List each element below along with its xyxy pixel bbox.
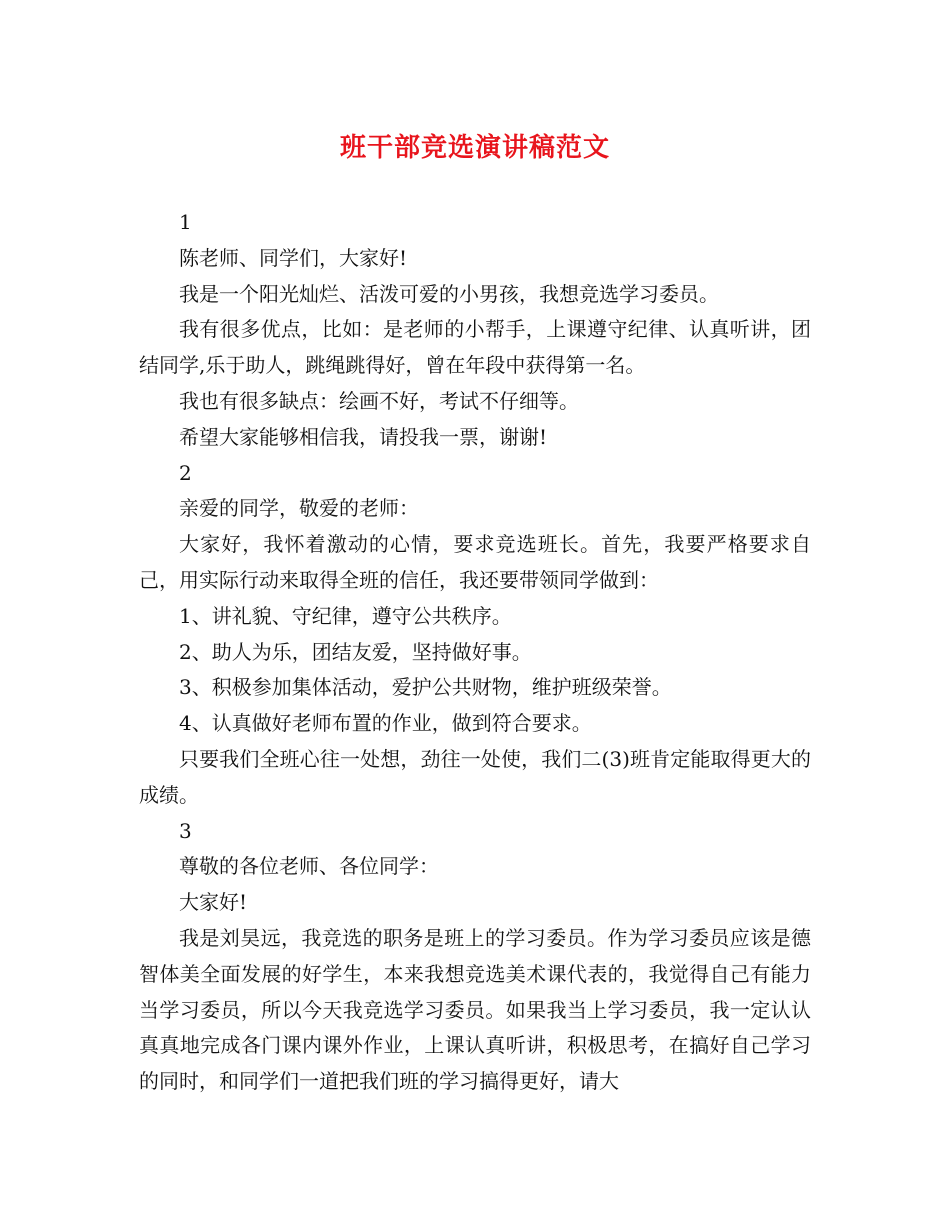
paragraph: 大家好! [179, 890, 248, 915]
list-item: 4、认真做好老师布置的作业，做到符合要求。 [179, 711, 592, 736]
list-item: 2、助人为乐，团结友爱，坚持做好事。 [179, 639, 532, 664]
paragraph: 尊敬的各位老师、各位同学： [179, 854, 439, 879]
paragraph: 陈老师、同学们，大家好! [179, 245, 408, 270]
document-title: 班干部竞选演讲稿范文 [339, 133, 610, 163]
section-number-1: 1 [179, 210, 192, 234]
section-number-2: 2 [179, 460, 192, 485]
document-body [139, 205, 811, 1100]
paragraph: 我是一个阳光灿烂、活泼可爱的小男孩，我想竞选学习委员。 [179, 281, 719, 306]
paragraph: 我是刘昊远，我竞选的职务是班上的学习委员。作为学习委员应该是德智体美全面发展的好学生，本来我想竞选美术课代表的，我觉得自己有能力当学习委员，所以今天我竞选学习委员。如果我当上学习委员，我一定认认真真地完成各门课内课外作业，上课认真听讲，积极思考，在搞好自己学习的同时，和同学们一道把我们班的学习搞得更好，请大 [139, 925, 811, 1094]
paragraph: 大家好，我怀着激动的心情，要求竞选班长。首先，我要严格要求自己，用实际行动来取得全班的信任，我还要带领同学做到： [139, 532, 811, 592]
paragraph: 我也有很多缺点：绘画不好，考试不仔细等。 [179, 388, 579, 413]
paragraph: 只要我们全班心往一处想，劲往一处使，我们二(3)班肯定能取得更大的成绩。 [139, 746, 811, 807]
list-item: 3、积极参加集体活动，爱护公共财物，维护班级荣誉。 [179, 675, 672, 700]
paragraph: 我有很多优点，比如：是老师的小帮手，上课遵守纪律、认真听讲，团结同学,乐于助人，跳绳跳得好，曾在年段中获得第一名。 [139, 317, 811, 378]
section-number-3: 3 [179, 818, 192, 843]
paragraph: 希望大家能够相信我，请投我一票，谢谢! [179, 424, 548, 449]
list-item: 1、讲礼貌、守纪律，遵守公共秩序。 [179, 603, 512, 628]
paragraph: 亲爱的同学，敬爱的老师： [179, 496, 419, 521]
